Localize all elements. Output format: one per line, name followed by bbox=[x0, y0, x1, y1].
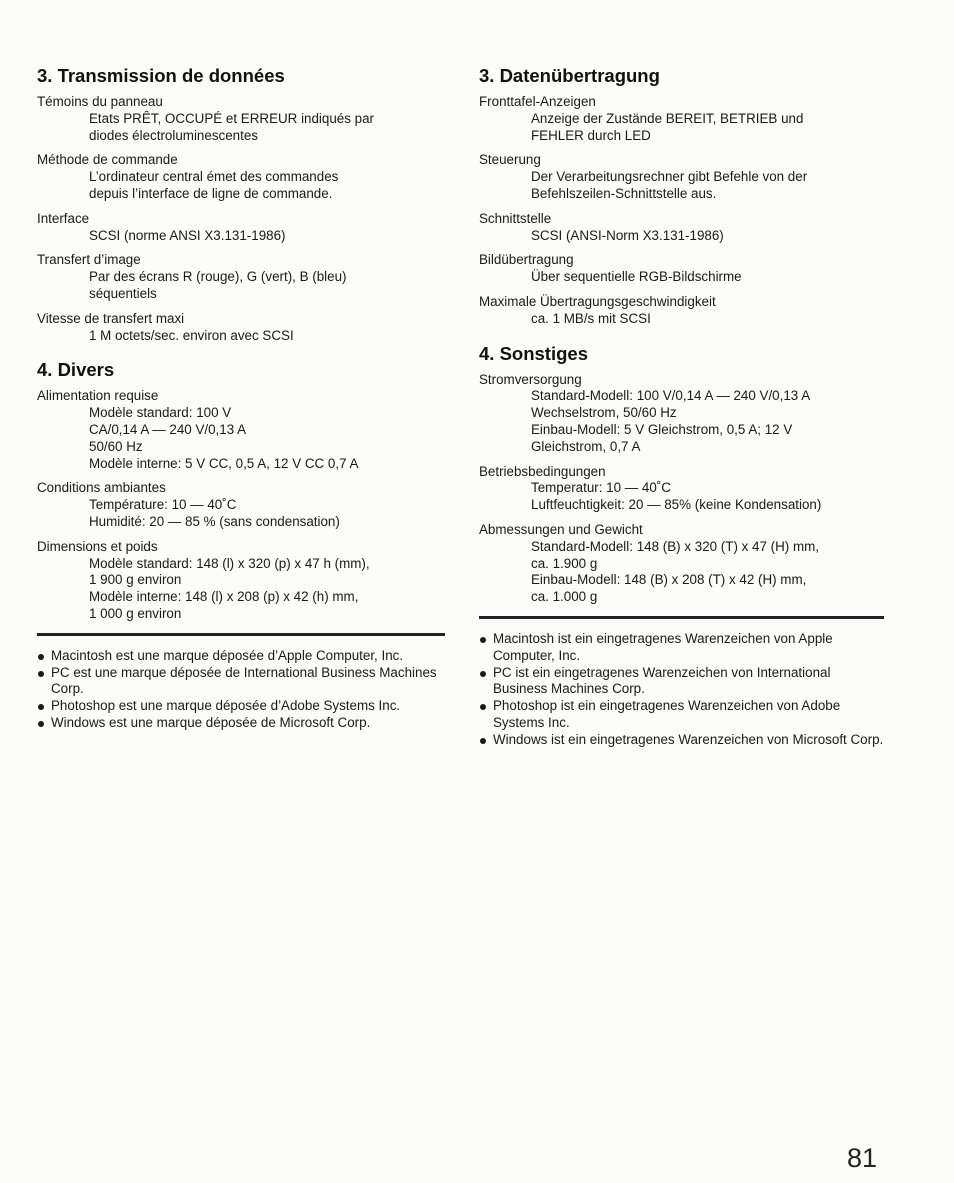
spec-label: Stromversorgung bbox=[479, 371, 582, 387]
spec-label: Dimensions et poids bbox=[37, 538, 158, 554]
spec-item bbox=[479, 152, 884, 202]
french-column bbox=[37, 64, 445, 732]
divider-rule bbox=[479, 616, 884, 619]
spec-label: Témoins du panneau bbox=[37, 94, 163, 109]
spec-label: Alimentation requise bbox=[37, 388, 159, 404]
spec-label: Maximale Übertragungsgeschwindigkeit bbox=[479, 293, 716, 309]
spec-value: Anzeige der Zustände BEREIT, BETRIEB und FEHLER durch LED bbox=[531, 110, 804, 143]
trademark-note: PC est une marque déposée de International Business Machines Corp. bbox=[37, 665, 445, 699]
page-number: 81 bbox=[846, 1143, 877, 1173]
spec-value: SCSI (norme ANSI X3.131-1986) bbox=[89, 227, 286, 243]
spec-value: Modèle standard: 148 (l) x 320 (p) x 47 h (mm), 1 900 g environ Modèle interne: 148 (l) x 208 (p) x 42 (h) mm, 1 000 g environ bbox=[89, 555, 370, 621]
spec-label: Conditions ambiantes bbox=[37, 480, 166, 496]
section-title: 4. Divers bbox=[37, 359, 115, 381]
section-title: 3. Transmission de données bbox=[37, 65, 285, 86]
spec-item bbox=[479, 522, 884, 606]
spec-value: SCSI (ANSI-Norm X3.131-1986) bbox=[531, 227, 724, 243]
spec-label: Interface bbox=[37, 210, 90, 226]
spec-item bbox=[479, 464, 884, 514]
spec-item bbox=[479, 252, 884, 286]
trademark-note: Macintosh est une marque déposée d’Apple Computer, Inc. bbox=[37, 648, 445, 665]
trademark-note: PC ist ein eingetragenes Warenzeichen von International Business Machines Corp. bbox=[479, 665, 884, 699]
spec-item bbox=[37, 480, 445, 530]
section-datenuebertragung bbox=[479, 64, 884, 328]
spec-item bbox=[37, 311, 445, 345]
trademark-note: Windows ist ein eingetragenes Warenzeichen von Microsoft Corp. bbox=[479, 732, 884, 749]
trademark-notes bbox=[37, 648, 445, 732]
spec-item bbox=[479, 372, 884, 456]
section-transmission bbox=[37, 64, 445, 344]
section-divers bbox=[37, 358, 445, 622]
section-sonstiges bbox=[479, 342, 884, 606]
spec-item bbox=[37, 388, 445, 472]
spec-label: Betriebsbedingungen bbox=[479, 463, 606, 479]
spec-value: Temperatur: 10 — 40˚C Luftfeuchtigkeit: 20 — 85% (keine Kondensation) bbox=[531, 480, 822, 513]
spec-item bbox=[37, 539, 445, 623]
spec-value: Par des écrans R (rouge), G (vert), B (bleu) séquentiels bbox=[89, 269, 347, 301]
spec-value: Über sequentielle RGB-Bildschirme bbox=[531, 269, 742, 285]
trademark-note: Windows est une marque déposée de Microsoft Corp. bbox=[37, 715, 445, 732]
german-column bbox=[479, 64, 884, 749]
spec-item bbox=[479, 294, 884, 328]
spec-value: 1 M octets/sec. environ avec SCSI bbox=[89, 327, 294, 343]
trademark-note: Photoshop est une marque déposée d’Adobe Systems Inc. bbox=[37, 698, 445, 715]
spec-label: Vitesse de transfert maxi bbox=[37, 310, 185, 326]
section-title: 3. Datenübertragung bbox=[479, 65, 660, 86]
trademark-note: Macintosh ist ein eingetragenes Warenzeichen von Apple Computer, Inc. bbox=[479, 631, 884, 665]
spec-item bbox=[37, 252, 445, 302]
spec-value: L’ordinateur central émet des commandes depuis l’interface de ligne de commande. bbox=[89, 169, 339, 201]
spec-value: Standard-Modell: 148 (B) x 320 (T) x 47 (H) mm, ca. 1.900 g Einbau-Modell: 148 (B) x 208 (T) x 42 (H) mm, ca. 1.000 g bbox=[531, 538, 819, 605]
divider-rule bbox=[37, 633, 445, 636]
spec-label: Abmessungen und Gewicht bbox=[479, 521, 643, 537]
spec-item bbox=[37, 211, 445, 245]
spec-value: Température: 10 — 40˚C Humidité: 20 — 85 % (sans condensation) bbox=[89, 497, 340, 529]
spec-label: Steuerung bbox=[479, 152, 541, 168]
spec-label: Fronttafel-Anzeigen bbox=[479, 94, 596, 109]
spec-value: Der Verarbeitungsrechner gibt Befehle von der Befehlszeilen-Schnittstelle aus. bbox=[531, 169, 808, 201]
spec-value: Etats PRÊT, OCCUPÉ et ERREUR indiqués par diodes électroluminescentes bbox=[89, 110, 375, 143]
spec-item bbox=[37, 94, 445, 144]
spec-item bbox=[479, 211, 884, 245]
trademark-note: Photoshop ist ein eingetragenes Warenzeichen von Adobe Systems Inc. bbox=[479, 698, 884, 732]
spec-label: Bildübertragung bbox=[479, 252, 574, 268]
trademark-notes bbox=[479, 631, 884, 749]
spec-label: Schnittstelle bbox=[479, 210, 552, 226]
spec-value: Standard-Modell: 100 V/0,14 A — 240 V/0,13 A Wechselstrom, 50/60 Hz Einbau-Modell: 5 V Gleichstrom, 0,5 A; 12 V Gleichstrom, 0,7 A bbox=[531, 388, 811, 454]
spec-item bbox=[37, 152, 445, 202]
spec-label: Méthode de commande bbox=[37, 152, 178, 168]
spec-value: ca. 1 MB/s mit SCSI bbox=[531, 310, 651, 326]
section-title: 4. Sonstiges bbox=[479, 342, 588, 364]
spec-value: Modèle standard: 100 V CA/0,14 A — 240 V/0,13 A 50/60 Hz Modèle interne: 5 V CC, 0,5 A, 12 V CC 0,7 A bbox=[89, 405, 359, 471]
spec-label: Transfert d’image bbox=[37, 252, 141, 268]
spec-item bbox=[479, 94, 884, 144]
